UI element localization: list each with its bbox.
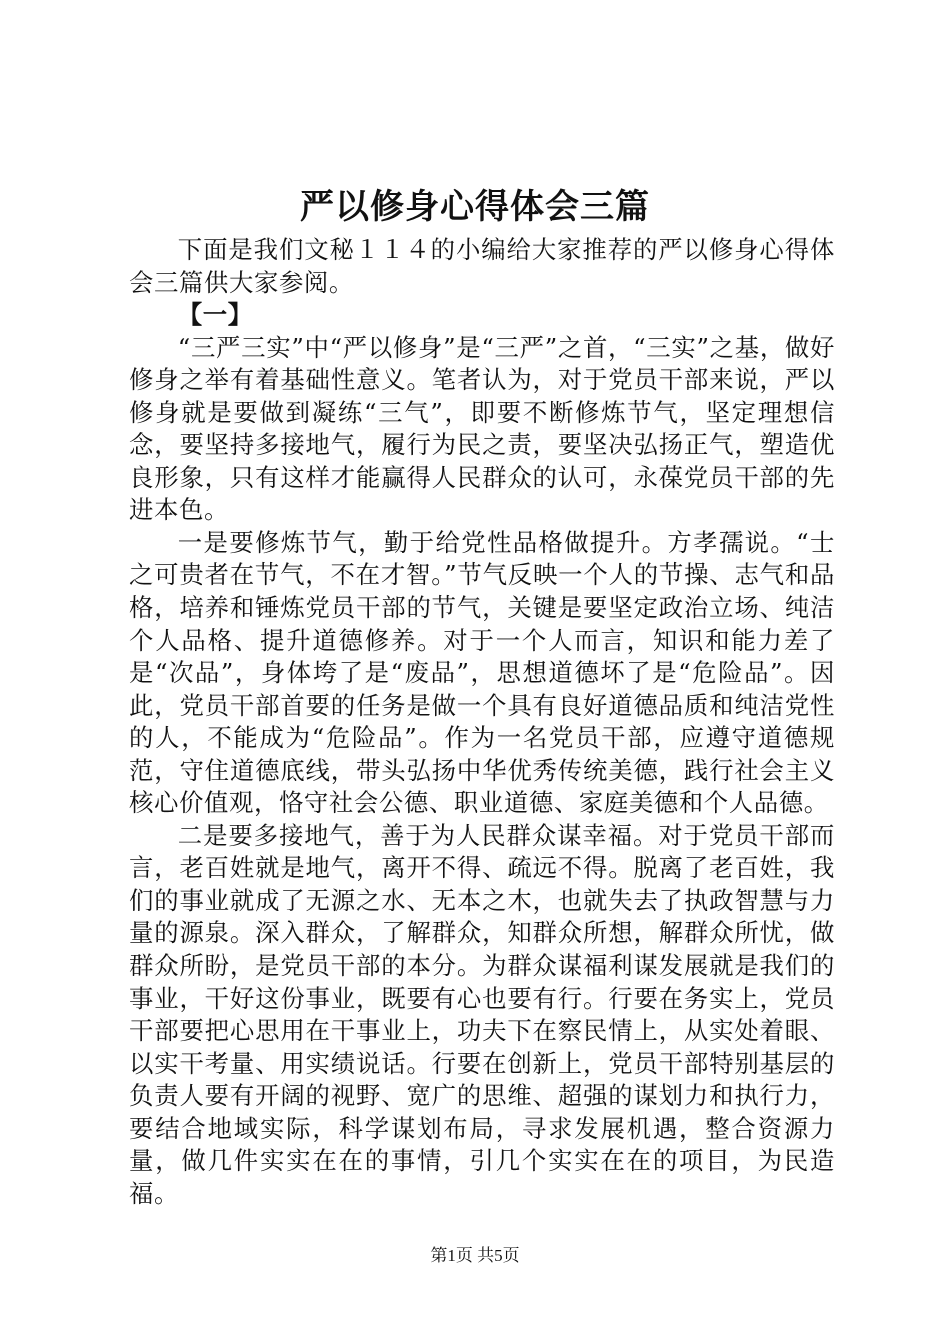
body-paragraph-3: 二是要多接地气，善于为人民群众谋幸福。对于党员干部而言，老百姓就是地气，离开不得、疏远不得。脱离了老百姓，我们的事业就成了无源之水、无本之木，也就失去了执政智慧与力量的源泉。深入群众，了解群众，知群众所想，解群众所忧，做群众所盼，是党员干部的本分。为群众谋福利谋发展就是我们的事业，干好这份事业，既要有心也要有行。行要在务实上，党员干部要把心思用在干事业上，功夫下在察民情上，从实处着眼、以实干考量、用实绩说话。行要在创新上，党员干部特别基层的负责人要有开阔的视野、宽广的思维、超强的谋划力和执行力，要结合地域实际，科学谋划布局，寻求发展机遇，整合资源力量，做几件实实在在的事情，引几个实实在在的项目，为民造福。 xyxy=(129,820,835,1208)
section-label: 【一】 xyxy=(177,300,253,330)
page-footer: 第1页 共5页 xyxy=(430,1246,520,1265)
body-paragraph-1: “三严三实”中“严以修身”是“三严”之首，“三实”之基，做好修身之举有着基础性意义。笔者认为，对于党员干部来说，严以修身就是要做到凝练“三气”，即要不断修炼节气，坚定理想信念，要坚持多接地气，履行为民之责，要坚决弘扬正气，塑造优良形象，只有这样才能赢得人民群众的认可，永葆党员干部的先进本色。 xyxy=(129,332,835,525)
body-paragraph-2: 一是要修炼节气，勤于给党性品格做提升。方孝孺说。“士之可贵者在节气，不在才智。”节气反映一个人的节操、志气和品格，培养和锤炼党员干部的节气，关键是要坚定政治立场、纯洁个人品格、提升道德修养。对于一个人而言，知识和能力差了是“次品”，身体垮了是“废品”，思想道德坏了是“危险品”。因此，党员干部首要的任务是做一个具有良好道德品质和纯洁党性的人，不能成为“危险品”。作为一名党员干部，应遵守道德规范，守住道德底线，带头弘扬中华优秀传统美德，践行社会主义核心价值观，恪守社会公德、职业道德、家庭美德和个人品德。 xyxy=(129,527,835,818)
document-title: 严以修身心得体会三篇 xyxy=(300,187,650,227)
intro-paragraph: 下面是我们文秘１１４的小编给大家推荐的严以修身心得体会三篇供大家参阅。 xyxy=(129,235,835,297)
document-body xyxy=(129,234,835,1210)
